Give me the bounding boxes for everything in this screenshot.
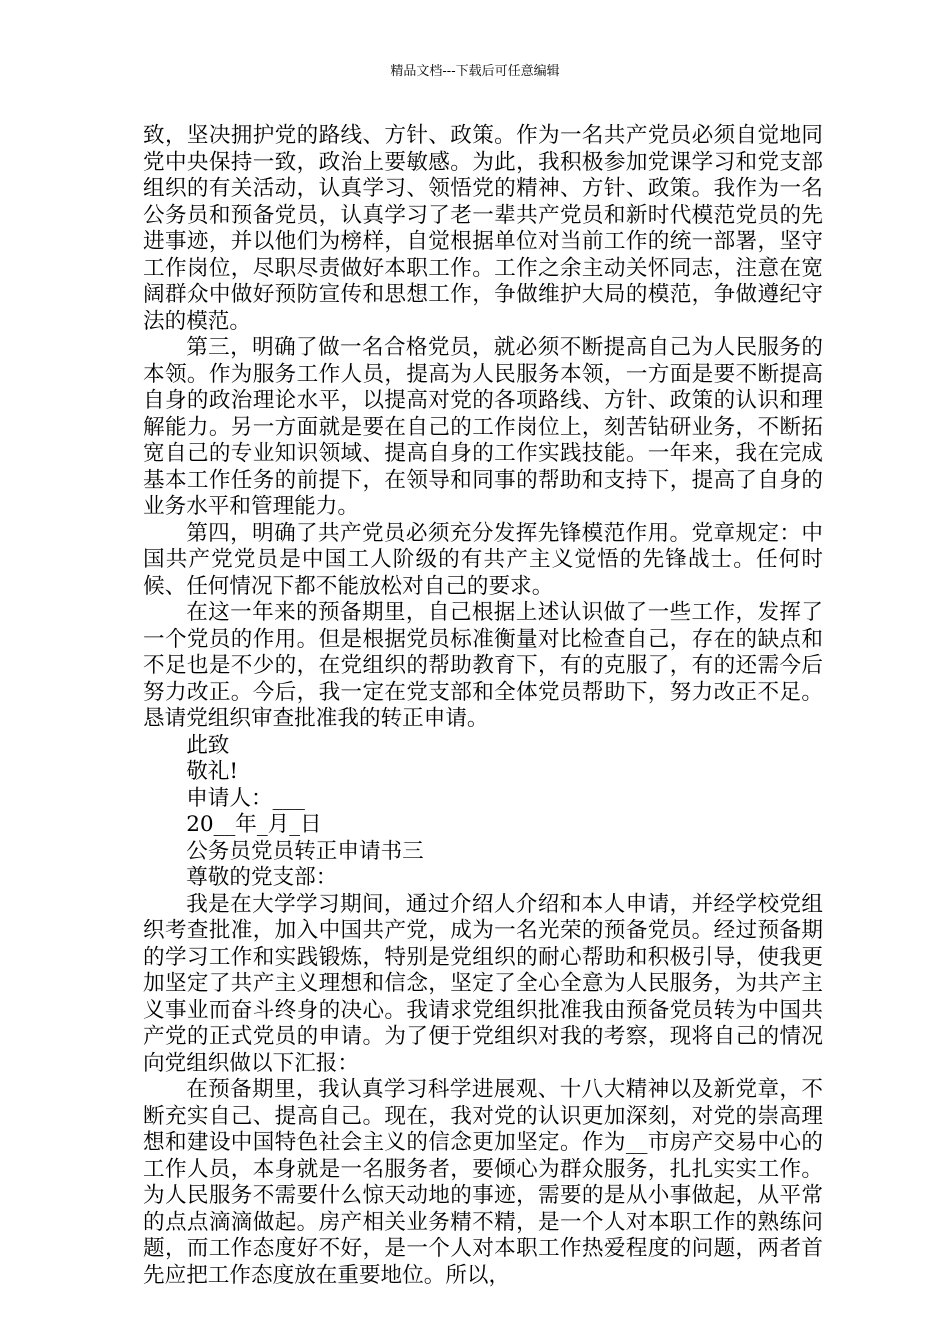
closing-salutation: 此致 <box>186 732 230 758</box>
body-paragraph: 致，坚决拥护党的路线、方针、政策。作为一名共产党员必须自觉地同党中央保持一致，政治上要敏感。为此，我积极参加党课学习和党支部组织的有关活动，认真学习、领悟党的精神、方针、政策。我作为一名公务员和预备党员，认真学习了老一辈共产党员和新时代模范党员的先进事迹，并以他们为榜样，自觉根据单位对当前工作的统一部署，坚守工作岗位，尽职尽责做好本职工作。工作之余主动关怀同志，注意在宽阔群众中做好预防宣传和思想工作，争做维护大局的模范，争做遵纪守法的模范。 <box>143 123 823 334</box>
date-line: 20__年_月_日 <box>186 812 322 837</box>
applicant-line: 申请人：___ <box>186 785 305 811</box>
section-title: 公务员党员转正申请书三 <box>186 838 424 864</box>
body-paragraph: 我是在大学学习期间，通过介绍人介绍和本人申请，并经学校党组织考查批准，加入中国共产党，成为一名光荣的预备党员。经过预备期的学习工作和实践锻炼，特别是党组织的耐心帮助和积极引导，使我更加坚定了共产主义理想和信念，坚定了全心全意为人民服务，为共产主义事业而奋斗终身的决心。我请求党组织批准我由预备党员转为中国共产党的正式党员的申请。为了便于党组织对我的考察，现将自己的情况向党组织做以下汇报： <box>143 891 823 1076</box>
body-paragraph: 在这一年来的预备期里，自己根据上述认识做了一些工作，发挥了一个党员的作用。但是根据党员标准衡量对比检查自己，存在的缺点和不足也是不少的，在党组织的帮助教育下，有的克服了，有的还需今后努力改正。今后，我一定在党支部和全体党员帮助下，努力改正不足。恳请党组织审查批准我的转正申请。 <box>143 600 823 731</box>
page-header: 精品文档---下载后可任意编辑 <box>390 64 560 79</box>
greeting: 尊敬的党支部： <box>186 865 338 890</box>
closing-respect: 敬礼! <box>186 759 239 784</box>
document-body <box>143 123 823 1289</box>
body-paragraph: 第四，明确了共产党员必须充分发挥先锋模范作用。党章规定：中国共产党党员是中国工人阶级的有共产主义觉悟的先锋战士。任何时候、任何情况下都不能放松对自己的要求。 <box>143 520 823 599</box>
body-paragraph: 在预备期里，我认真学习科学进展观、十八大精神以及新党章，不断充实自己、提高自己。现在，我对党的认识更加深刻，对党的崇高理想和建设中国特色社会主义的信念更加坚定。作为__市房产交易中心的工作人员，本身就是一名服务者，要倾心为群众服务，扎扎实实工作。为人民服务不需要什么惊天动地的事迹，需要的是从小事做起，从平常的点点滴滴做起。房产相关业务精不精，是一个人对本职工作的熟练问题，而工作态度好不好，是一个人对本职工作热爱程度的问题，两者首先应把工作态度放在重要地位。所以， <box>143 1077 823 1288</box>
body-paragraph: 第三，明确了做一名合格党员，就必须不断提高自己为人民服务的本领。作为服务工作人员，提高为人民服务本领，一方面是要不断提高自身的政治理论水平，以提高对党的各项路线、方针、政策的认识和理解能力。另一方面就是要在自己的工作岗位上，刻苦钻研业务，不断拓宽自己的专业知识领域、提高自身的工作实践技能。一年来，我在完成基本工作任务的前提下，在领导和同事的帮助和支持下，提高了自身的业务水平和管理能力。 <box>143 335 823 519</box>
